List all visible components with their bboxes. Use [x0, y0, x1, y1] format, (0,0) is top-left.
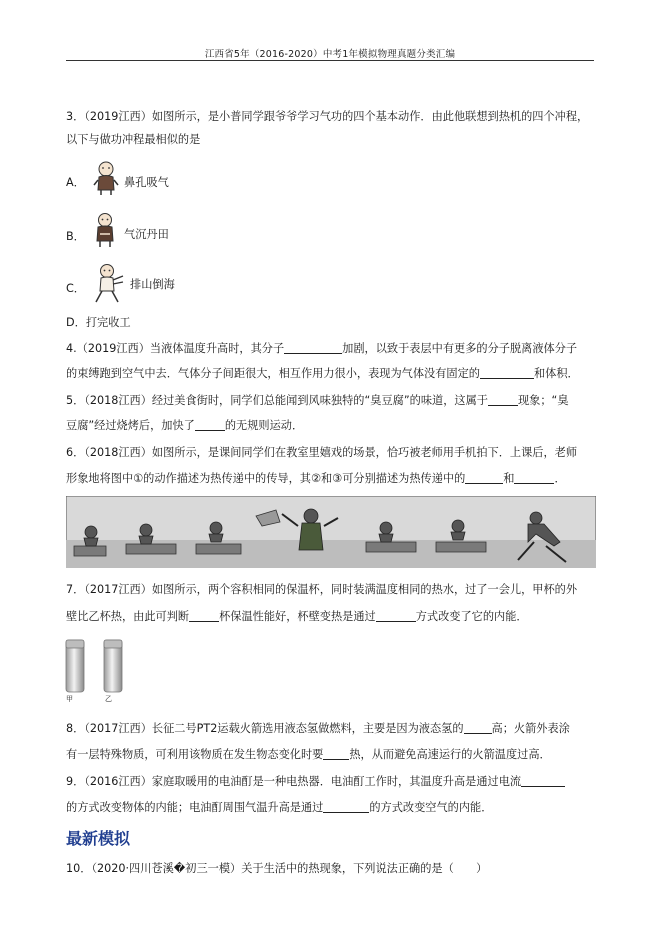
q7-text-2b: 杯保温性能好，杯壁变热是通过 — [219, 610, 376, 623]
q4-blank-1[interactable] — [284, 342, 342, 354]
q5-text-1b: 现象；“臭 — [517, 394, 569, 407]
q4-line2 — [66, 367, 579, 381]
q3-option-d-text: 打完收工 — [85, 316, 131, 329]
header-divider — [66, 60, 594, 61]
q3-option-a-label: A． — [66, 176, 85, 189]
q8-line1 — [66, 722, 570, 736]
q6-text-2a: 形象地将图中①的动作描述为热传递中的传导，其②和③可分别描述为热传递中的 — [66, 472, 466, 485]
q7-blank-1[interactable] — [189, 610, 219, 622]
q7-text-2c: 方式改变了它的内能． — [415, 610, 528, 623]
q6-blank-2[interactable] — [514, 472, 554, 484]
q3-option-b-label: B． — [66, 230, 85, 243]
q5-text-2a: 豆腐”经过烧烤后，加快了 — [66, 419, 195, 432]
q6-text-2mid: 和 — [503, 472, 515, 485]
q4-line1 — [66, 342, 577, 356]
classroom-scene-image — [66, 496, 596, 568]
q3-option-c-label: C． — [66, 282, 85, 295]
q4-text-1a: 4.（2019江西）当液体温度升高时，其分子 — [66, 342, 285, 355]
q8-blank-1[interactable] — [464, 722, 492, 734]
q4-text-2a: 的束缚跑到空气中去．气体分子间距很大，相互作用力很小，表现为气体没有固定的 — [66, 367, 480, 380]
q8-line2 — [66, 748, 551, 762]
q6-line1: 6．（2018江西）如图所示，是课间同学们在教室里嬉戏的场景，恰巧被老师用手机拍下．上课后，老师 — [66, 446, 578, 459]
q9-blank-1[interactable] — [521, 775, 565, 787]
q6-blank-1[interactable] — [465, 472, 503, 484]
q3-option-a-text: 鼻孔吸气 — [124, 176, 169, 189]
q9-blank-2[interactable] — [323, 801, 369, 813]
q6-line2 — [66, 472, 566, 486]
q9-text-1: 9．（2016江西）家庭取暖用的电油酊是一种电热器．电油酊工作时，其温度升高是通过电流 — [66, 775, 522, 788]
q3-option-d-label: D． — [66, 316, 86, 329]
q9-text-2a: 的方式改变物体的内能；电油酊周围气温升高是通过 — [66, 801, 324, 814]
qigong-push-figure — [92, 262, 126, 306]
q9-line2 — [66, 801, 492, 815]
q4-text-2b: 和体积． — [533, 367, 579, 380]
q8-text-1a: 8．（2017江西）长征二号PT2运载火箭选用液态氢做燃料，主要是因为液态氢的 — [66, 722, 464, 735]
q5-text-2b: 的无规则运动． — [224, 419, 304, 432]
q5-text-1a: 5．（2018江西）经过美食街时，同学们总能闻到风味独特的“臭豆腐”的味道，这属于 — [66, 394, 488, 407]
q7-line1: 7．（2017江西）如图所示，两个容积相同的保温杯，同时装满温度相同的热水，过了一会儿，甲杯的外 — [66, 583, 578, 596]
q8-text-2a: 有一层特殊物质，可利用该物质在发生物态变化时要 — [66, 748, 324, 761]
q9-line1 — [66, 775, 565, 789]
qigong-sink-figure — [92, 212, 118, 248]
q5-line1 — [66, 394, 569, 408]
page-header: 江西省5年（2016-2020）中考1年模拟物理真题分类汇编 — [204, 49, 456, 60]
cup-label-jia: 甲 — [66, 695, 73, 703]
q10-line1: 10．（2020·四川苍溪�初三一模）关于生活中的热现象，下列说法正确的是（ ） — [66, 862, 488, 875]
q3-stem-line1: 3．（2019江西）如图所示，是小普同学跟爷爷学习气功的四个基本动作．由此他联想到热机的四个冲程， — [66, 110, 589, 123]
q7-text-2a: 壁比乙杯热，由此可判断 — [66, 610, 190, 623]
q8-text-2b: 热，从而避免高速运行的火箭温度过高． — [349, 748, 551, 761]
q3-option-d — [66, 316, 131, 330]
q6-text-2end: ． — [554, 472, 566, 485]
q5-blank-2[interactable] — [195, 419, 225, 431]
thermos-cups-image — [64, 636, 128, 704]
q3-stem-line2: 以下与做功冲程最相似的是 — [66, 133, 201, 146]
q3-option-c-text: 排山倒海 — [130, 278, 175, 291]
qigong-inhale-figure — [92, 160, 120, 196]
q5-line2 — [66, 419, 303, 433]
section-title-latest-mock: 最新模拟 — [66, 829, 131, 848]
cup-label-yi: 乙 — [105, 695, 112, 703]
q9-text-2b: 的方式改变空气的内能． — [369, 801, 493, 814]
q7-line2 — [66, 610, 528, 624]
q7-blank-2[interactable] — [376, 610, 416, 622]
q5-blank-1[interactable] — [488, 394, 518, 406]
q8-blank-2[interactable] — [323, 748, 349, 760]
q4-text-1b: 加剧，以致于表层中有更多的分子脱离液体分子 — [342, 342, 578, 355]
q8-text-1b: 高；火箭外表涂 — [491, 722, 570, 735]
q4-blank-2[interactable] — [480, 367, 534, 379]
q3-option-b-text: 气沉丹田 — [124, 228, 169, 241]
